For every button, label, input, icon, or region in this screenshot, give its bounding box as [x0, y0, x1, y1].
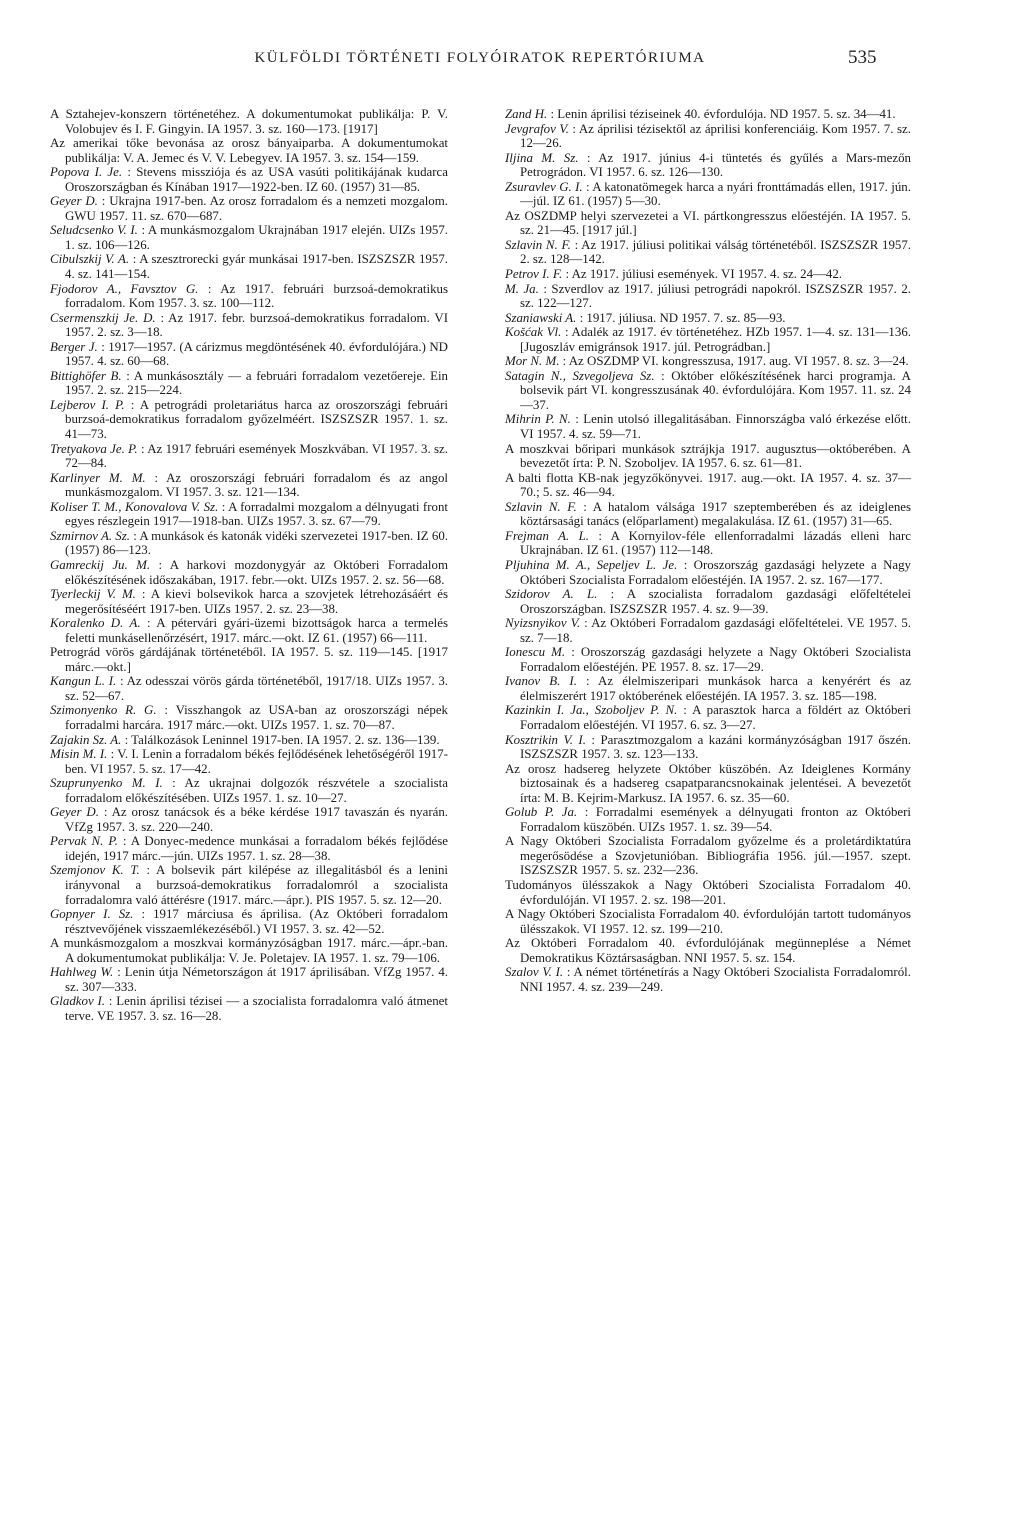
entry-author: Berger J.	[50, 339, 98, 354]
bibliography-entry	[50, 616, 448, 645]
entry-text: : Az 1917. júliusi események. VI 1957. 4. sz. 24—42.	[562, 267, 843, 282]
entry-text: Az OSZDMP helyi szervezetei a VI. pártkongresszus előestéjén. IA 1957. 5. sz. 21—45. [1917 júl.]	[505, 208, 911, 238]
bibliography-entry	[505, 834, 911, 878]
entry-author: Koralenko D. A.	[50, 616, 141, 631]
bibliography-entry	[50, 136, 448, 165]
entry-text: : A parasztok harca a földért az Októberi Forradalom előestéjén. VI 1957. 6. sz. 3—27.	[520, 703, 912, 732]
entry-author: Csermenszkij Je. D.	[50, 310, 156, 325]
entry-text: A Nagy Októberi Szocialista Forradalom 40. évfordulóján tartott tudományos ülésszakok. VI 1957. 12. sz. 199—210.	[505, 907, 911, 936]
entry-text: : 1917. júliusa. ND 1957. 7. sz. 85—93.	[576, 310, 786, 325]
entry-text: A Nagy Októberi Szocialista Forradalom győzelme és a proletárdiktatúra megerősödése a Szovjetunióban. Bibliográfia 1956. júl.—1957. szept. ISZSZSZR 1957. 5. sz. 232—236.	[505, 834, 911, 878]
bibliography-entry	[505, 645, 911, 674]
bibliography-entry	[50, 194, 448, 223]
entry-text: : A petrográdi proletariátus harca az oroszországi februári burzsoá-demokratikus forradalom győzelméért. ISZSZSZR 1957. 1. sz. 41—73.	[65, 397, 448, 442]
page-number: 535	[848, 47, 877, 68]
entry-text: : Az 1917 februári események Moszkvában. VI 1957. 3. sz. 72—84.	[65, 441, 448, 471]
bibliography-entry	[50, 529, 448, 558]
entry-text: : Lenin utolsó illegalitásában. Finnországba való érkezése előtt. VI 1957. 4. sz. 59—71.	[520, 412, 911, 442]
entry-text: A balti flotta KB-nak jegyzőkönyvei. 1917. aug.—okt. IA 1957. 4. sz. 37—70.; 5. sz. 46—94.	[505, 470, 911, 500]
entry-text: : Adalék az 1917. év történetéhez. HZb 1957. 1—4. sz. 131—136. [Jugoszláv emigránsok 1917. júl. Petrográdban.]	[520, 325, 911, 354]
bibliography-entry	[505, 907, 911, 936]
left-column	[50, 107, 448, 1023]
entry-text: : Az élelmiszeripari munkások harca a kenyérért és az élelmiszerért 1917 októberének előestéjén. IA 1957. 3. sz. 185—198.	[520, 674, 911, 703]
entry-text: : Az orosz tanácsok és a béke kérdése 1917 tavaszán és nyarán. VfZg 1957. 3. sz. 220—240.	[65, 805, 449, 834]
entry-author: Koliser T. M., Konovalova V. Sz.	[50, 499, 219, 514]
entry-author: Geyer D.	[50, 194, 98, 209]
entry-author: Tretyakova Je. P.	[50, 441, 138, 456]
bibliography-entry	[505, 238, 911, 267]
bibliography-entry	[50, 107, 448, 136]
entry-author: Kangun L. I.	[50, 674, 117, 689]
bibliography-entry	[505, 354, 911, 369]
entry-text: : Az Októberi Forradalom gazdasági előfeltételei. VE 1957. 5. sz. 7—18.	[520, 616, 911, 645]
entry-text: : Ukrajna 1917-ben. Az orosz forradalom és a nemzeti mozgalom. GWU 1957. 11. sz. 670—687.	[65, 194, 449, 223]
entry-text: : A szesztrorecki gyár munkásai 1917-ben. ISZSZSZR 1957. 4. sz. 141—154.	[65, 252, 448, 282]
entry-author: Zsuravlev G. I.	[505, 179, 583, 194]
entry-text: : A harkovi mozdonygyár az Októberi Forradalom előkészítésének időszakában, 1917. febr.—okt. UIZs 1957. 2. sz. 56—68.	[65, 557, 448, 587]
entry-author: Iljina M. Sz.	[505, 150, 579, 165]
entry-text: : Az OSZDMP VI. kongresszusa, 1917. aug. VI 1957. 8. sz. 3—24.	[559, 354, 909, 369]
bibliography-entry	[505, 674, 911, 703]
entry-author: Szemjonov K. T.	[50, 863, 140, 878]
bibliography-entry	[505, 180, 911, 209]
right-column	[505, 107, 911, 994]
bibliography-entry	[50, 252, 448, 281]
bibliography-entry	[50, 645, 448, 674]
entry-author: Mor N. M.	[505, 354, 560, 369]
entry-text: : A bolsevik párt kilépése az illegalitásból és a lenini irányvonal a burzsoá-demokratikus forradalomról a szocialista forradalomra való áttérésre (1917. márc.—ápr.). PIS 1957. 5. sz. 12—20.	[65, 863, 448, 907]
entry-text: : V. I. Lenin a forradalom békés fejlődésének lehetőségéről 1917-ben. VI 1957. 5. sz. 17—42.	[65, 747, 448, 776]
entry-text: : A német történetírás a Nagy Októberi Szocialista Forradalomról. NNI 1957. 4. sz. 239—249.	[520, 965, 911, 994]
entry-text: Az amerikai tőke bevonása az orosz bányaiparba. A dokumentumokat publikálja: V. A. Jemec és V. V. Lebegyev. IA 1957. 3. sz. 154—159.	[50, 136, 448, 165]
entry-text: : A munkásmozgalom Ukrajnában 1917 elején. UIZs 1957. 1. sz. 106—126.	[65, 223, 448, 252]
entry-author: Frejman A. L.	[505, 528, 589, 543]
bibliography-entry	[505, 151, 911, 180]
bibliography-entry	[50, 674, 448, 703]
entry-author: Ivanov B. I.	[505, 674, 577, 689]
bibliography-entry	[505, 587, 911, 616]
bibliography-entry	[50, 282, 448, 311]
entry-author: Seludcsenko V. I.	[50, 223, 138, 238]
entry-text: : A szocialista forradalom gazdasági előfeltételei Oroszországban. ISZSZSZR 1957. 4. sz. 9—39.	[520, 587, 911, 616]
bibliography-entry	[505, 471, 911, 500]
bibliography-entry	[50, 471, 448, 500]
bibliography-entry	[505, 965, 911, 994]
entry-text: : Az 1917. júliusi politikai válság történetéből. ISZSZSZR 1957. 2. sz. 128—142.	[520, 237, 911, 267]
entry-author: Jevgrafov V.	[505, 121, 569, 136]
bibliography-entry	[505, 616, 911, 645]
entry-text: A munkásmozgalom a moszkvai kormányzóságban 1917. márc.—ápr.-ban. A dokumentumokat publikálja: V. Je. Poletajev. IA 1957. 1. sz. 79—106.	[50, 936, 448, 965]
bibliography-entry	[505, 209, 911, 238]
entry-author: Bittighöfer B.	[50, 368, 122, 383]
entry-text: : Az 1917. június 4-i tüntetés és gyűlés a Mars-mezőn Petrográdon. VI 1957. 6. sz. 126—130.	[520, 150, 911, 180]
entry-text: Az orosz hadsereg helyzete Október küszöbén. Az Ideiglenes Kormány biztosainak és a hadsereg csapatparancsnokainak jelentései. A bevezetőt írta: M. B. Kejrim-Markusz. IA 1957. 6. sz. 35—60.	[505, 761, 911, 805]
entry-text: : Stevens missziója és az USA vasúti politikájának kudarca Oroszországban és Kínában 1917—1922-ben. IZ 60. (1957) 31—85.	[65, 165, 448, 194]
entry-text: : 1917 márciusa és áprilisa. (Az Októberi forradalom résztvevőjének visszaemlékezéséből.) VI 1957. 3. sz. 42—52.	[65, 907, 449, 936]
entry-author: Kosztrikin V. I.	[505, 732, 586, 747]
entry-text: : A forradalmi mozgalom a délnyugati front egyes részlegein 1917—1918-ban. UIZs 1957. 3. sz. 67—79.	[65, 499, 448, 529]
bibliography-entry	[50, 587, 448, 616]
entry-text: : Az oroszországi februári forradalom és az angol munkásmozgalom. VI 1957. 3. sz. 121—134.	[65, 470, 448, 500]
bibliography-entry	[505, 936, 911, 965]
bibliography-entry	[50, 907, 448, 936]
entry-author: M. Ja.	[505, 281, 539, 296]
entry-text: : A Kornyilov-féle ellenforradalmi lázadás elleni harc Ukrajnában. IZ 61. (1957) 112—148.	[520, 528, 911, 558]
bibliography-entry	[50, 165, 448, 194]
bibliography-entry	[50, 398, 448, 442]
bibliography-entry	[50, 703, 448, 732]
entry-text: : Találkozások Leninnel 1917-ben. IA 1957. 2. sz. 136—139.	[121, 732, 440, 747]
entry-text: : Az áprilisi tézisektől az áprilisi konferenciáig. Kom 1957. 7. sz. 12—26.	[520, 121, 911, 151]
bibliography-entry	[50, 936, 448, 965]
entry-text: : Szverdlov az 1917. júliusi petrográdi napokról. ISZSZSZR 1957. 2. sz. 122—127.	[520, 281, 911, 311]
entry-text: : Az ukrajnai dolgozók részvétele a szocialista forradalom előkészítésében. UIZs 1957. 1. sz. 10—27.	[65, 776, 448, 805]
entry-text: A Sztahejev-konszern történetéhez. A dokumentumokat publikálja: P. V. Volobujev és I. F. Gingyin. IA 1957. 3. sz. 160—173. [1917]	[50, 107, 448, 136]
bibliography-entry	[505, 311, 911, 326]
entry-text: : Oroszország gazdasági helyzete a Nagy Októberi Szocialista Forradalom előestéjén. PE 1957. 8. sz. 17—29.	[520, 645, 911, 674]
entry-text: : Lenin áprilisi téziseinek 40. évfordulója. ND 1957. 5. sz. 34—41.	[547, 107, 896, 121]
entry-text: : A pétervári gyári-üzemi bizottságok harca a termelés feletti munkásellenőrzésért, 1917. márc.—okt. IZ 61. (1957) 66—111.	[65, 616, 449, 645]
entry-text: Petrográd vörös gárdájának történetéből. IA 1957. 5. sz. 119—145. [1917 márc.—okt.]	[50, 645, 448, 674]
entry-author: Košćak Vl.	[505, 325, 562, 340]
bibliography-entry	[505, 122, 911, 151]
entry-text: : Az odesszai vörös gárda történetéből, 1917/18. UIZs 1957. 3. sz. 52—67.	[65, 674, 448, 703]
entry-text: : A katonatömegek harca a nyári fronttámadás ellen, 1917. jún.—júl. IZ 61. (1957) 5—30.	[520, 179, 911, 209]
bibliography-entry	[505, 369, 911, 413]
bibliography-entry	[50, 863, 448, 907]
bibliography-entry	[50, 500, 448, 529]
entry-author: Ionescu M.	[505, 645, 566, 660]
bibliography-entry	[50, 442, 448, 471]
bibliography-entry	[50, 369, 448, 398]
entry-text: : Az 1917. februári burzsoá-demokratikus forradalom. Kom 1957. 3. sz. 100—112.	[65, 281, 448, 311]
bibliography-entry	[50, 776, 448, 805]
bibliography-entry	[50, 733, 448, 748]
bibliography-entry	[505, 558, 911, 587]
entry-text: : Lenin útja Németországon át 1917 áprilisában. VfZg 1957. 4. sz. 307—333.	[65, 965, 449, 994]
entry-text: : Visszhangok az USA-ban az oroszországi népek forradalmi harcára. 1917 márc.—okt. UIZs 1957. 1. sz. 70—87.	[65, 703, 448, 732]
entry-text: : 1917—1957. (A cárizmus megdöntésének 40. évfordulójára.) ND 1957. 4. sz. 60—68.	[65, 339, 448, 369]
bibliography-entry	[50, 805, 448, 834]
bibliography-entry	[505, 703, 911, 732]
entry-author: Szmirnov A. Sz.	[50, 528, 130, 543]
entry-author: Mihrin P. N.	[505, 412, 571, 427]
bibliography-entry	[505, 878, 911, 907]
bibliography-entry	[50, 558, 448, 587]
entry-text: : Oroszország gazdasági helyzete a Nagy Októberi Szocialista Forradalom előestéjén. IA 1957. 2. sz. 167—177.	[520, 557, 911, 587]
running-header: KÜLFÖLDI TÖRTÉNETI FOLYÓIRATOK REPERTÓRIUMA	[254, 50, 706, 66]
entry-author: Petrov I. F.	[505, 267, 563, 282]
bibliography-entry	[505, 733, 911, 762]
entry-author: Szalov V. I.	[505, 965, 564, 980]
entry-author: Szlavin N. F.	[505, 237, 571, 252]
entry-author: Geyer D.	[50, 805, 99, 820]
entry-text: Tudományos ülésszakok a Nagy Októberi Szocialista Forradalom 40. évfordulóján. VI 1957. 2. sz. 198—201.	[505, 877, 911, 907]
entry-author: Nyizsnyikov V.	[505, 616, 581, 631]
entry-author: Kazinkin I. Ja., Szoboljev P. N.	[505, 703, 678, 718]
entry-author: Popova I. Je.	[50, 165, 123, 180]
bibliography-entry	[505, 500, 911, 529]
bibliography-entry	[505, 442, 911, 471]
bibliography-entry	[50, 311, 448, 340]
entry-author: Szuprunyenko M. I.	[50, 776, 163, 791]
entry-author: Zajakin Sz. A.	[50, 732, 122, 747]
bibliography-entry	[505, 282, 911, 311]
entry-text: : Lenin áprilisi tézisei — a szocialista forradalomra való átmenet terve. VE 1957. 3. sz. 16—28.	[65, 994, 448, 1023]
bibliography-entry	[50, 340, 448, 369]
entry-text: A moszkvai bőripari munkások sztrájkja 1917. augusztus—októberében. A bevezetőt írta: P. N. Szoboljev. IA 1957. 6. sz. 61—81.	[505, 441, 911, 471]
bibliography-entry	[505, 325, 911, 354]
entry-text: : A Donyec-medence munkásai a forradalom békés fejlődése idején, 1917 márc.—jún. UIZs 1957. 1. sz. 28—38.	[65, 834, 449, 863]
bibliography-entry	[505, 529, 911, 558]
bibliography-entry	[50, 965, 448, 994]
entry-author: Fjodorov A., Favsztov G.	[50, 281, 199, 296]
entry-author: Szaniawski A.	[505, 310, 577, 325]
bibliography-entry	[50, 223, 448, 252]
bibliography-entry	[505, 412, 911, 441]
bibliography-entry	[505, 267, 911, 282]
entry-text: : Október előkészítésének harci programja. A bolsevik párt VI. kongresszusának 40. évfordulójára. Kom 1957. 11. sz. 24—37.	[520, 368, 911, 412]
entry-author: Karlinyer M. M.	[50, 470, 146, 485]
entry-author: Pervak N. P.	[50, 834, 118, 849]
entry-text: : A kievi bolsevikok harca a szovjetek létrehozásáért és megerősítéséért 1917-ben. UIZs 1957. 2. sz. 23—38.	[65, 587, 448, 616]
entry-author: Hahlweg W.	[50, 965, 114, 980]
bibliography-entry	[505, 107, 911, 122]
bibliography-entry	[50, 994, 448, 1023]
entry-text: : A munkások és katonák vidéki szervezetei 1917-ben. IZ 60. (1957) 86—123.	[65, 528, 448, 558]
entry-author: Szidorov A. L.	[505, 587, 598, 602]
bibliography-entry	[50, 747, 448, 776]
entry-text: : A munkásosztály — a februári forradalom vezetőereje. Ein 1957. 2. sz. 215—224.	[65, 368, 448, 398]
entry-text: Az Októberi Forradalom 40. évfordulójának megünneplése a Német Demokratikus Köztársaságban. NNI 1957. 5. sz. 154.	[505, 936, 911, 965]
entry-author: Tyerleckij V. M.	[50, 587, 136, 602]
entry-author: Pljuhina M. A., Sepeljev L. Je.	[505, 557, 678, 572]
entry-text: : A hatalom válsága 1917 szeptemberében és az ideiglenes köztársasági tanács (előparlament) megalakulása. IZ 61. (1957) 31—65.	[520, 499, 912, 529]
entry-author: Szlavin N. F.	[505, 499, 577, 514]
entry-author: Gamreckij Ju. M.	[50, 557, 151, 572]
bibliography-entry	[50, 834, 448, 863]
entry-author: Szimonyenko R. G.	[50, 703, 157, 718]
entry-text: : Az 1917. febr. burzsoá-demokratikus forradalom. VI 1957. 2. sz. 3—18.	[65, 310, 448, 340]
entry-author: Zand H.	[505, 107, 548, 121]
entry-author: Golub P. Ja.	[505, 805, 578, 820]
entry-text: : Parasztmozgalom a kazáni kormányzóságban 1917 őszén. ISZSZSZR 1957. 3. sz. 123—133.	[520, 732, 911, 762]
bibliography-entry	[505, 762, 911, 806]
entry-text: : Forradalmi események a délnyugati fronton az Októberi Forradalom küszöbén. UIZs 1957. 1. sz. 39—54.	[520, 805, 911, 834]
entry-author: Satagin N., Szvegoljeva Sz.	[505, 368, 655, 383]
entry-author: Gopnyer I. Sz.	[50, 907, 134, 922]
bibliography-entry	[505, 805, 911, 834]
entry-author: Misin M. I.	[50, 747, 108, 762]
entry-author: Gladkov I.	[50, 994, 105, 1009]
entry-author: Cibulszkij V. A.	[50, 252, 130, 267]
entry-author: Lejberov I. P.	[50, 397, 125, 412]
